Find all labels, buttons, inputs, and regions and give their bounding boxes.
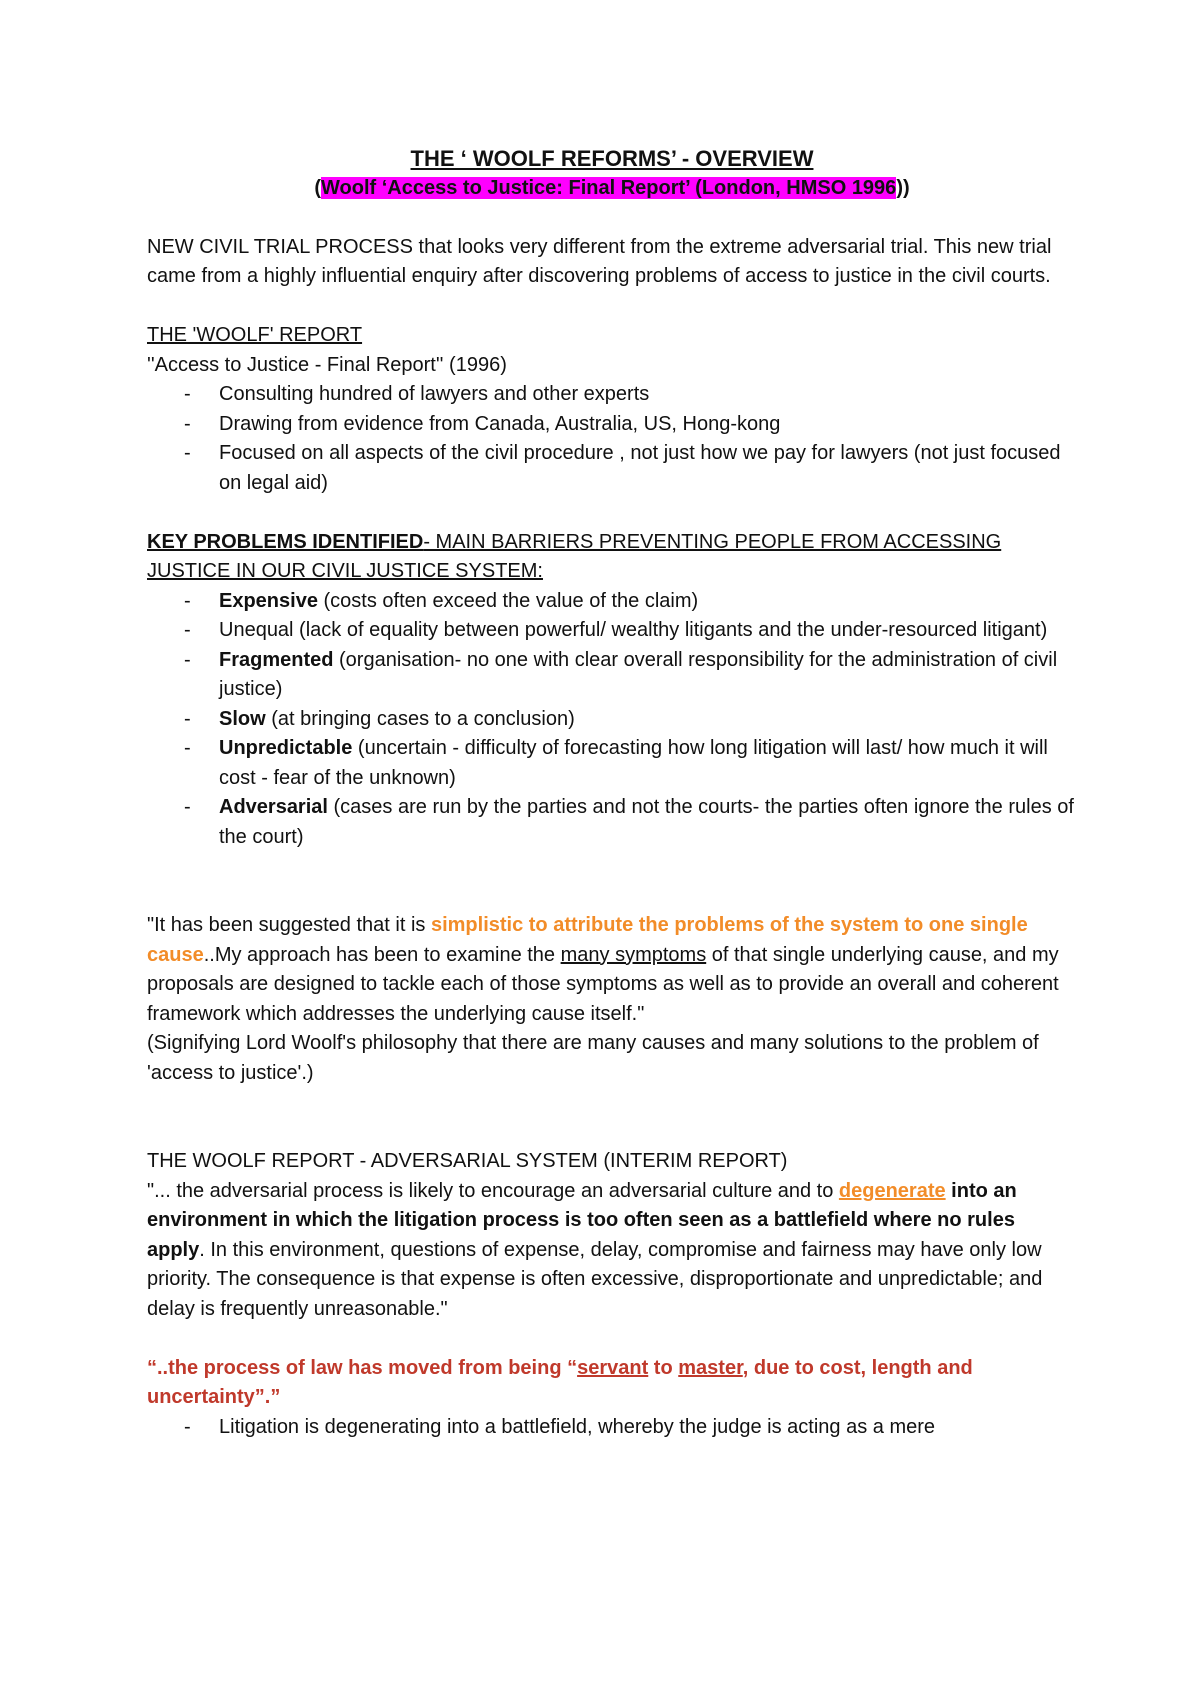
list-item	[147, 793, 1077, 852]
adversarial-heading: THE WOOLF REPORT - ADVERSARIAL SYSTEM (INTERIM REPORT)	[147, 1150, 788, 1172]
quote-text: "... the adversarial process is likely to encourage an adversarial culture and to	[147, 1179, 839, 1202]
problem-label: Expensive	[219, 589, 318, 612]
problems-heading	[147, 528, 1077, 587]
problem-text: (uncertain - difficulty of forecasting how long litigation will last/ how much it will cost - fear of the unknown)	[219, 737, 1048, 789]
list-item: - Litigation is degenerating into a battlefield, whereby the judge is acting as a mere	[147, 1413, 1077, 1443]
list-item	[147, 734, 1077, 793]
page-title: THE ‘ WOOLF REFORMS’ - OVERVIEW	[410, 146, 814, 171]
problems-list	[147, 587, 1077, 853]
quote-underline: many symptoms	[560, 943, 707, 966]
quote-text: , due to cost, length and uncertainty”.”	[147, 1356, 973, 1408]
list-item: - Focused on all aspects of the civil procedure , not just how we pay for lawyers (not just focused on legal aid)	[147, 439, 1077, 498]
quote-text: “..the process of law has moved from being “	[147, 1356, 578, 1379]
quote-underline: servant	[577, 1356, 649, 1379]
final-list	[147, 1413, 1077, 1443]
woolf-quote	[147, 911, 1077, 1029]
problem-label: Fragmented	[219, 648, 334, 671]
quote-underline: master	[678, 1356, 743, 1379]
quote-text: of that single underlying cause, and my proposals are designed to tackle each of those symptoms as well as to provide an overall and coherent framework which addresses the underlying cause itself."	[147, 943, 1059, 1025]
quote-text: "It has been suggested that it is	[147, 914, 431, 936]
problems-heading-bold: KEY PROBLEMS IDENTIFIED	[147, 530, 424, 553]
quote-text: . In this environment, questions of expense, delay, compromise and fairness may have only low priority. The consequence is that expense is often excessive, disproportionate and unpredictable; and delay is frequently unreasonable."	[147, 1238, 1043, 1320]
quote-emphasis: degenerate	[838, 1179, 946, 1202]
report-heading: THE 'WOOLF' REPORT	[147, 324, 363, 346]
list-item	[147, 616, 1077, 646]
subtitle-highlight: Woolf ‘Access to Justice: Final Report’ (London, HMSO 1996	[321, 177, 897, 199]
document-page	[147, 144, 1077, 1442]
servant-master-quote	[147, 1354, 1077, 1413]
list-item: - Drawing from evidence from Canada, Australia, US, Hong-kong	[147, 410, 1077, 440]
adversarial-quote	[147, 1177, 1077, 1325]
problem-label: Slow	[219, 707, 266, 730]
quote-text: to	[648, 1356, 679, 1379]
problem-text: (cases are run by the parties and not the courts- the parties often ignore the rules of the court)	[219, 796, 1074, 848]
list-item	[147, 587, 1077, 617]
problem-text: (organisation- no one with clear overall responsibility for the administration of civil justice)	[219, 648, 1058, 700]
problem-label: Adversarial	[219, 796, 328, 818]
quote-emphasis: simplistic to attribute the problems of the system to one single cause	[147, 914, 1028, 966]
problem-text: (at bringing cases to a conclusion)	[265, 707, 575, 730]
problem-text: Unequal (lack of equality between powerful/ wealthy litigants and the under-resourced litigant)	[219, 619, 1048, 641]
list-item	[147, 705, 1077, 735]
subtitle-open: (	[314, 177, 322, 199]
report-list	[147, 380, 1077, 498]
page-subtitle	[147, 174, 1077, 204]
quote-text: ..My approach has been to examine the	[203, 943, 561, 966]
subtitle-close: ))	[896, 177, 910, 199]
problem-text: (costs often exceed the value of the claim)	[317, 589, 699, 612]
problems-heading-rest: - MAIN BARRIERS PREVENTING PEOPLE FROM ACCESSING JUSTICE IN OUR CIVIL JUSTICE SYSTEM:	[147, 530, 1002, 582]
report-citation: ''Access to Justice - Final Report'' (1996)	[147, 353, 507, 376]
intro-paragraph: NEW CIVIL TRIAL PROCESS that looks very different from the extreme adversarial trial. This new trial came from a highly influential enquiry after discovering problems of access to justice in the civil courts.	[147, 235, 1052, 287]
quote-note: (Signifying Lord Woolf's philosophy that there are many causes and many solutions to the problem of 'access to justice'.)	[147, 1032, 1039, 1084]
problem-label: Unpredictable	[219, 737, 353, 759]
quote-bold: into an environment in which the litigation process is too often seen as a battlefield where no rules apply	[147, 1179, 1017, 1261]
list-item: - Consulting hundred of lawyers and other experts	[147, 380, 1077, 410]
list-item	[147, 646, 1077, 705]
